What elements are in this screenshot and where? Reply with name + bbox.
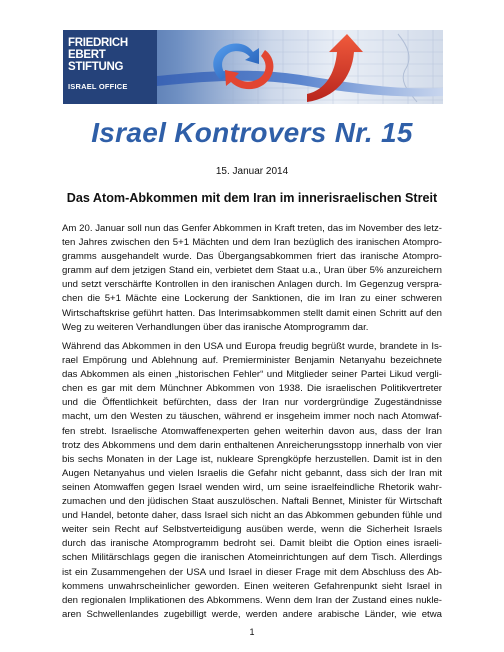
paragraph-line: Weg zu weiteren Verhandlungen über das iranische Atomprogramm dar. bbox=[62, 321, 369, 333]
paragraph-line: Wirtschaftskrise geführt hatten. Das Interimsabkommen stellt damit einen Schritt auf den bbox=[62, 307, 442, 319]
paragraph-line: und die Öffentlichkeit befürchten, dass der Iran nur vordergründige Zugeständnisse bbox=[62, 397, 442, 409]
paragraph-line: und setzt verschärfte Kontrollen in den iranischen Anlagen durch. Im Gegenzug verspra- bbox=[62, 279, 442, 291]
paragraph-line: gramms ausgehandelt wurde. Das Übergangsabkommen friert das iranische Atompro- bbox=[62, 251, 442, 263]
paragraph-line: ten Jahres zwischen den 5+1 Mächten und dem Iran bezüglich des iranischen Atompro- bbox=[62, 237, 442, 249]
paragraph-line: Am 20. Januar soll nun das Genfer Abkommen in Kraft treten, das im November des letz- bbox=[62, 223, 442, 234]
paragraph-line: das Abkommen als einen „historischen Fehler“ und Mitglieder seiner Partei Likud vergli- bbox=[62, 369, 442, 381]
logo-line-2: EBERT bbox=[68, 49, 106, 61]
paragraph-line: und Handel, betonte daher, dass Israel sich nicht an das Abkommen gebunden fühle und bbox=[62, 510, 442, 522]
paragraph-line: weiter sein Recht auf Selbstverteidigung ausüben werde, wenn die Sicherheit Israels bbox=[62, 524, 442, 536]
paragraph-line: Während das Abkommen in den USA und Europa freudig begrüßt wurde, brandete in Is- bbox=[62, 341, 442, 352]
paragraph-line: seinen Atomwaffen gegen Israel wenden wird, um seine israelfeindliche Rhetorik wahr- bbox=[62, 481, 442, 493]
article-heading: Das Atom-Abkommen mit dem Iran im innerisraelischen Streit bbox=[66, 191, 438, 205]
logo-line-1: FRIEDRICH bbox=[68, 37, 128, 49]
logo-line-3: STIFTUNG bbox=[68, 61, 124, 73]
paragraph-line: trotz des Abkommens und dem darin enthaltenen Anreicherungsstopp innerhalb von vier bbox=[62, 439, 442, 451]
paragraph-line: kommens unwahrscheinlicher geworden. Einen weiteren Gefahrenpunkt sieht Israel in bbox=[62, 580, 442, 592]
circular-arrows-icon bbox=[157, 30, 443, 104]
document-title: Israel Kontrovers Nr. 15 bbox=[91, 117, 413, 148]
paragraph-line: chen die 5+1 Mächte eine Lockerung der Sanktionen, die im Iran zu einer schweren bbox=[62, 293, 442, 305]
paragraph-line: chen es gar mit dem Münchner Abkommen von 1938. Die israelischen Politikvertreter bbox=[62, 383, 442, 395]
page-number: 1 bbox=[249, 627, 255, 637]
paragraph-line: rael Empörung und Ablehnung auf. Premierminister Benjamin Netanyahu bezeichnete bbox=[62, 355, 442, 367]
header-banner bbox=[63, 30, 443, 104]
logo-subtitle: ISRAEL OFFICE bbox=[68, 82, 128, 91]
paragraph-line: aren Schwellenlandes zugebilligt werde, werden andere arabische Länder, wie etwa bbox=[62, 608, 442, 620]
paragraph-line: Augen Netanyahus und vielen Israelis die Gefahr nicht gebannt, dass sich der Iran mit bbox=[62, 467, 442, 479]
paragraph-line: den regionalen Implikationen des Abkommens. Wenn dem Iran der Zustand eines nukle- bbox=[62, 594, 442, 606]
paragraph-line: bis sechs Monaten in der Lage ist, nukleare Sprengköpfe herzustellen. Damit ist in den bbox=[62, 453, 442, 465]
paragraph-line: ist ein Zusammengehen der USA und Israel in dieser Frage mit dem Abschluss des Ab- bbox=[62, 566, 442, 578]
paragraph-line: fen strebt. Israelische Atomwaffenexperten gehen weiterhin davon aus, dass der Iran bbox=[62, 425, 442, 437]
paragraph-line: macht, um den Westen zu täuschen, während er insgeheim immer noch nach Atomwaf- bbox=[62, 411, 442, 423]
paragraph-line: zumachen und den jüdischen Staat auszulöschen. Naftali Bennet, Minister für Wirtschaft bbox=[62, 496, 442, 508]
fes-logo bbox=[63, 30, 157, 104]
paragraph-line: schen Militärschlags gegen die iranischen Atomeinrichtungen auf dem Tisch. Allerdings bbox=[62, 552, 442, 564]
paragraph-2 bbox=[62, 340, 442, 622]
paragraph-line: durch das iranische Atomprogramm bedroht sei. Damit bleibt die Option eines israeli- bbox=[62, 538, 442, 550]
paragraph-1 bbox=[62, 222, 442, 335]
paragraph-line: gramm auf dem jetzigen Stand ein, verbietet dem Staat u.a., Uran über 5% anzureichern bbox=[62, 265, 442, 277]
document-date: 15. Januar 2014 bbox=[215, 166, 289, 177]
